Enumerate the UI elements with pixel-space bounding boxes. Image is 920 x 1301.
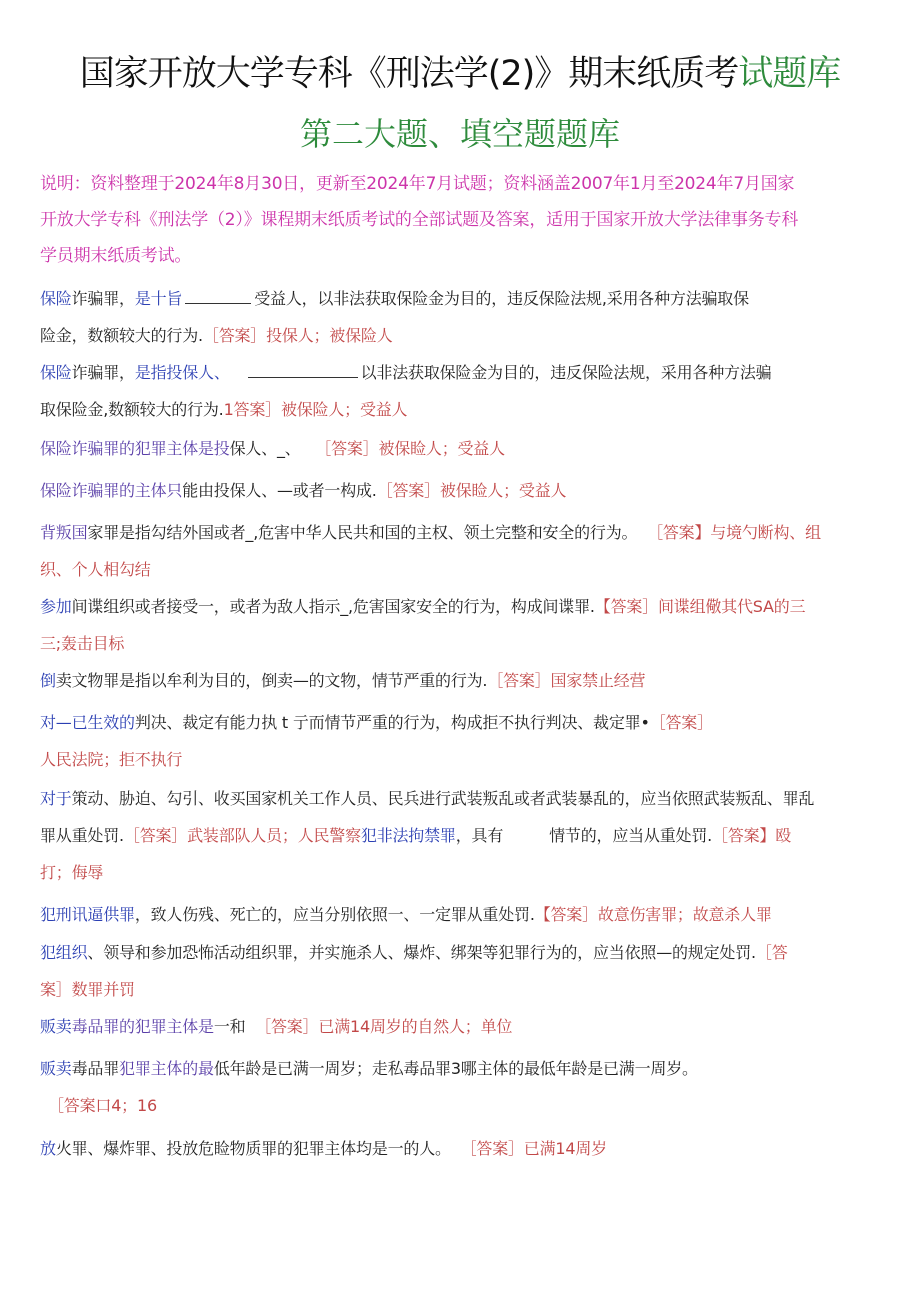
note-line: 学员期末纸质考试。: [40, 246, 192, 266]
question-item: [40, 514, 890, 588]
question-highlight: 犯罪主体的最: [119, 1059, 214, 1078]
question-item: [40, 934, 890, 1008]
question-text: 保人、_、: [229, 439, 301, 458]
question-text: 受益人，以非法获取保险金为目的，违反保险法规,采用各种方法骗取保: [254, 289, 749, 308]
answer-text: ［答案］国家禁止经营: [487, 671, 646, 690]
answer-text: ［答案］被保睑人；受益人: [315, 439, 505, 458]
question-text: 家罪是指勾结外国或者_,危害中华人民共和国的主权、领土完整和安全的行为。: [87, 523, 638, 542]
description-note: [40, 166, 890, 274]
question-item: [40, 354, 890, 428]
question-lead: 放: [40, 1139, 56, 1158]
answer-text: 【答案］间谍组儆其代SA的三: [594, 597, 806, 616]
answer-text: ［答案］投保人；被保险人: [202, 326, 393, 345]
note-line: 开放大学专科《刑法学（2）》课程期末纸质考试的全部试题及答案，适用于国家开放大学法律事务专科: [40, 210, 799, 230]
answer-text: 打；侮辱: [40, 863, 104, 882]
page-title-main: 国家开放大学专科《刑法学(2)》期末纸质考: [79, 54, 739, 94]
question-text: 间谍组织或者接受一，或者为敌人指示_,危害国家安全的行为，构成间谍罪.: [71, 597, 595, 616]
question-lead: 犯非法拘禁罪: [360, 826, 456, 845]
question-item: [40, 280, 890, 354]
question-lead: 保险: [40, 289, 72, 308]
answer-text: 三;轰击目标: [40, 634, 125, 653]
question-item: [40, 472, 890, 509]
question-text: 险金，数额较大的行为.: [40, 326, 203, 345]
answer-text: 人民法院；拒不执行: [40, 750, 183, 769]
question-text: 情节的，应当从重处罚.: [549, 826, 713, 845]
question-text: 罪从重处罚.: [40, 826, 124, 845]
question-item: [40, 430, 890, 467]
answer-blank: [248, 363, 358, 378]
answer-text: ［答案］: [649, 713, 713, 732]
question-lead: 对于: [40, 789, 72, 808]
question-text: 火罪、爆炸罪、投放危睑物质罪的犯罪主体均是一的人。: [55, 1139, 451, 1158]
answer-text: 【答案］故意伤害罪；故意杀人罪: [534, 905, 772, 924]
question-highlight: 毒品罪的犯罪主体是: [71, 1017, 214, 1036]
answer-text: ［答案］被保睑人；受益人: [376, 481, 567, 500]
question-text: 策动、胁迫、勾引、收买国家机关工作人员、民兵进行武装叛乱或者武装暴乱的，应当依照武装叛乱、罪乱: [71, 789, 815, 808]
answer-text: ［答案］已满14周岁: [460, 1139, 607, 1158]
question-item: [40, 780, 890, 891]
answer-text: ［答案】殴: [712, 826, 792, 845]
question-lead: 保险: [40, 363, 72, 382]
question-highlight: 是指投保人、: [134, 363, 230, 382]
question-lead: 参加: [40, 597, 72, 616]
question-text: 以非法获取保险金为目的，违反保险法规，采用各种方法骗: [360, 363, 772, 382]
question-lead: 背叛国: [40, 523, 88, 542]
question-text: 、领导和参加恐怖活动组织罪，并实施杀人、爆炸、绑架等犯罪行为的，应当依照—的规定处罚.: [87, 943, 756, 962]
question-lead: 贩卖: [40, 1059, 72, 1078]
question-item: [40, 896, 890, 933]
question-lead: 贩卖: [40, 1017, 72, 1036]
question-item: [40, 1130, 890, 1167]
question-text: 一和: [213, 1017, 246, 1036]
answer-text: 1答案］被保险人；受益人: [223, 400, 408, 419]
question-item: [40, 1008, 890, 1045]
question-lead: 倒: [40, 671, 56, 690]
question-lead: 犯刑讯逼供罪: [40, 905, 135, 924]
question-text: 诈骗罪，: [71, 289, 135, 308]
question-text: 毒品罪: [71, 1059, 120, 1078]
question-item: [40, 704, 890, 778]
answer-blank: [185, 289, 251, 304]
section-subtitle: 第二大题、填空题题库: [299, 115, 620, 153]
answer-text: ［答案口4；16: [48, 1096, 157, 1115]
question-text: 判决、裁定有能力执 t 亍而情节严重的行为，构成拒不执行判决、裁定罪•: [134, 713, 650, 732]
note-line: 说明：资料整理于2024年8月30日，更新至2024年7月试题；资料涵盖2007年1月至2024年7月国家: [40, 174, 795, 194]
answer-text: 案］数罪并罚: [40, 980, 135, 999]
answer-text: ［答案］已满14周岁的自然人；单位: [255, 1017, 513, 1036]
question-item: [40, 662, 890, 699]
question-text: 诈骗罪，: [71, 363, 135, 382]
question-highlight: 是十旨: [134, 289, 183, 308]
question-text: 低年龄是已满一周岁；走私毒品罪3哪主体的最低年龄是已满一周岁。: [213, 1059, 698, 1078]
answer-text: 织、个人相勾结: [40, 560, 151, 579]
question-text: 卖文物罪是指以牟利为目的，倒卖—的文物，情节严重的行为.: [55, 671, 488, 690]
page-title-highlight: 试题库: [738, 54, 841, 94]
question-text: 取保险金,数额较大的行为.: [40, 400, 224, 419]
answer-text: ［答案］武装部队人员；人民警察: [123, 826, 361, 845]
question-lead: 犯组织: [40, 943, 88, 962]
page-title: [40, 50, 880, 98]
question-item: [40, 1050, 890, 1124]
answer-text: ［答案】与境勺断构、组: [647, 523, 821, 542]
question-text: ，致人伤残、死亡的，应当分别依照一、一定罪从重处罚.: [134, 905, 535, 924]
question-lead: 对—已生效的: [40, 713, 135, 732]
question-lead: 保险诈骗罪的犯罪主体是投: [40, 439, 230, 458]
question-lead: 保险诈骗罪的主体只: [40, 481, 183, 500]
question-text: ，具有: [455, 826, 504, 845]
question-item: [40, 588, 890, 662]
question-text: 能由投保人、—或者一构成.: [182, 481, 377, 500]
answer-text: ［答: [755, 943, 788, 962]
